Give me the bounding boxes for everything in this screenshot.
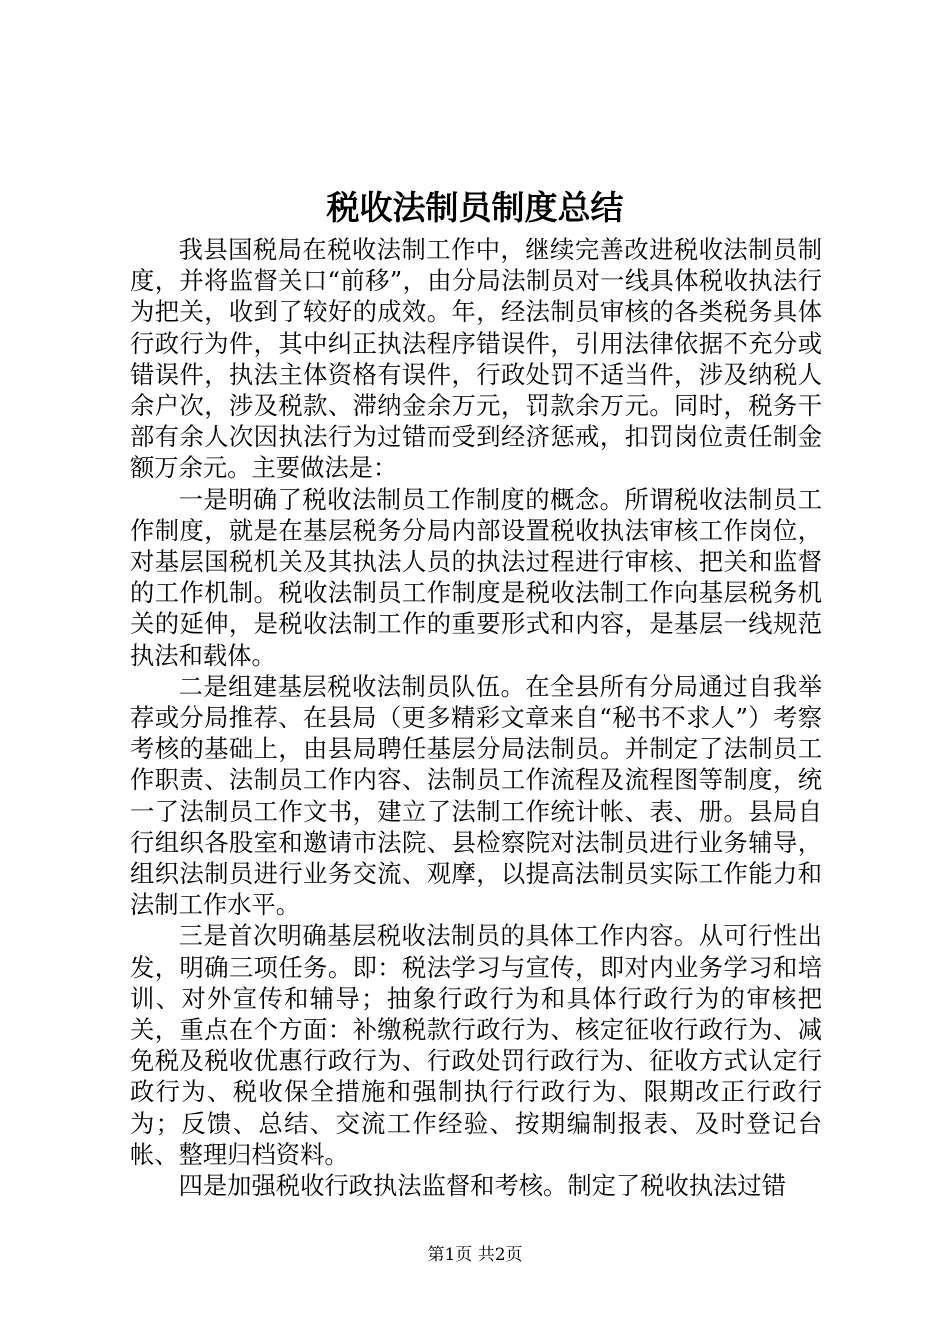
paragraph-2: 一是明确了税收法制员工作制度的概念。所谓税收法制员工作制度，就是在基层税务分局内部设置税收执法审核工作岗位，对基层国税机关及其执法人员的执法过程进行审核、把关和监督的工作机制。税收法制员工作制度是税收法制工作向基层税务机关的延伸，是税收法制工作的重要形式和内容，是基层一线规范执法和载体。 (130, 484, 822, 670)
paragraph-3: 二是组建基层税收法制员队伍。在全县所有分局通过自我举荐或分局推荐、在县局（更多精彩文章来自“秘书不求人”）考察考核的基础上，由县局聘任基层分局法制员。并制定了法制员工作职责、法制员工作内容、法制员工作流程及流程图等制度，统一了法制员工作文书，建立了法制工作统计帐、表、册。县局自行组织各股室和邀请市法院、县检察院对法制员进行业务辅导，组织法制员进行业务交流、观摩，以提高法制员实际工作能力和法制工作水平。 (130, 671, 822, 920)
paragraph-1: 我县国税局在税收法制工作中，继续完善改进税收法制员制度，并将监督关口“前移”，由分局法制员对一线具体税收执法行为把关，收到了较好的成效。年，经法制员审核的各类税务具体行政行为件，其中纠正执法程序错误件，引用法律依据不充分或错误件，执法主体资格有误件，行政处罚不适当件，涉及纳税人余户次，涉及税款、滞纳金余万元，罚款余万元。同时，税务干部有余人次因执法行为过错而受到经济惩戒，扣罚岗位责任制金额万余元。主要做法是： (130, 235, 822, 483)
document-title: 税收法制员制度总结 (326, 188, 624, 227)
page-number-footer: 第1页 共2页 (427, 1245, 523, 1265)
paragraph-4: 三是首次明确基层税收法制员的具体工作内容。从可行性出发，明确三项任务。即：税法学习与宣传，即对内业务学习和培训、对外宣传和辅导；抽象行政行为和具体行政行为的审核把关，重点在个方面：补缴税款行政行为、核定征收行政行为、减免税及税收优惠行政行为、行政处罚行政行为、征收方式认定行政行为、税收保全措施和强制执行行政行为、限期改正行政行为；反馈、总结、交流工作经验、按期编制报表、及时登记台帐、整理归档资料。 (130, 921, 822, 1169)
document-body (130, 234, 822, 1201)
paragraph-5: 四是加强税收行政执法监督和考核。制定了税收执法过错 (178, 1171, 787, 1201)
